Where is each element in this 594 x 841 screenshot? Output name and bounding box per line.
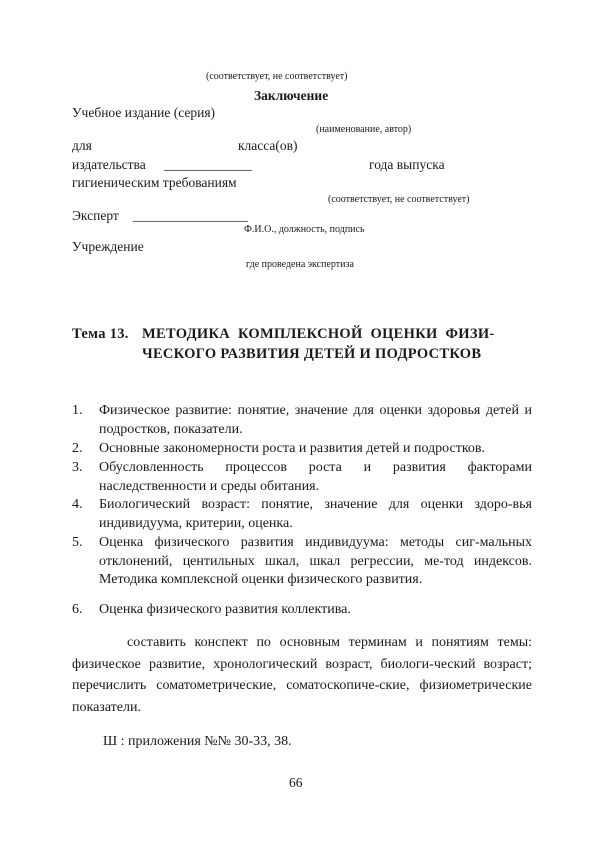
expert-label: Эксперт [72,208,119,223]
list-item-number: 4. [72,497,83,512]
list-item [72,601,532,620]
edition-note: (наименование, автор) [316,124,412,135]
topic-title-line1: МЕТОДИКА КОМПЛЕКСНОЙ ОЦЕНКИ ФИЗИ- [142,326,495,342]
assignment-paragraph: составить конспект по основным терминам и понятиям темы: физическое развитие, хронологический возраст, биологи-ческий возраст; перечислить соматометрические, соматоскопиче-ские, физиометрические показатели. [72,635,532,715]
list-item-number: 5. [72,535,83,550]
list-item [72,402,532,439]
list-item-text: Физическое развитие: понятие, значение для оценки здоровья детей и подростков, показатели. [99,403,532,437]
expert-note: Ф.И.О., должность, подпись [244,224,365,235]
list-item [72,496,532,533]
list-item-text: Оценка физического развития индивидуума: методы сиг-мальных отклонений, центильных шкал, шкал регрессии, ме-тод индексов. Методика комплексной оценки физического развития. [99,535,532,587]
hygiene-note: (соответствует, не соответствует) [328,194,470,205]
note-compliance-top: (соответствует, не соответствует) [206,71,348,82]
list-item [72,459,532,496]
publisher-label: издательства [72,157,146,172]
list-item-text: Основные закономерности роста и развития детей и подростков. [99,441,486,456]
appendix-reference: Ш : приложения №№ 30-33, 38. [103,734,292,749]
list-item-number: 6. [72,602,83,617]
list-item-number: 1. [72,403,83,418]
list-item-text: Биологический возраст: понятие, значение для оценки здоро-вья индивидуума, критерии, оценка. [99,497,532,531]
list-item-number: 2. [72,441,83,456]
year-label: года выпуска [369,157,445,172]
edition-label: Учебное издание (серия) [72,105,216,120]
topic-title-line2: ЧЕСКОГО РАЗВИТИЯ ДЕТЕЙ И ПОДРОСТКОВ [142,346,482,362]
page-number: 66 [289,775,303,790]
class-label: класса(ов) [238,138,298,153]
conclusion-title: Заключение [254,88,329,103]
list-item-text: Обусловленность процессов роста и развития факторами наследственности и среды обитания. [99,460,532,494]
topic-prefix: Тема 13. [72,326,129,342]
expert-blank: _________________ [133,208,248,223]
hygiene-label: гигиеническим требованиям [72,175,237,190]
for-label: для [72,138,92,153]
list-item [72,534,532,590]
publisher-blank: _____________ [164,157,252,172]
list-item [72,440,532,459]
list-item-number: 3. [72,460,83,475]
institution-label: Учреждение [72,239,144,254]
list-item-text: Оценка физического развития коллектива. [99,602,351,617]
institution-note: где проведена экспертиза [246,259,354,270]
